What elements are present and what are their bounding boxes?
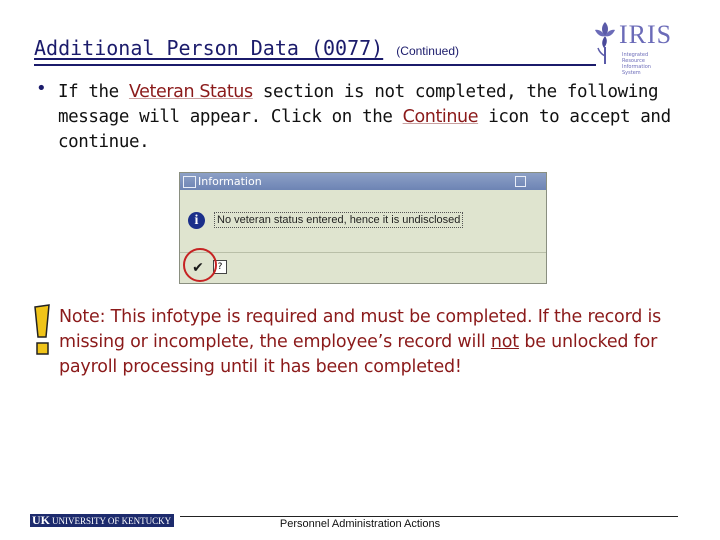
uk-mark: UK [32,514,50,527]
note-emphasis: not [490,332,519,352]
footer-caption: Personnel Administration Actions [279,518,441,530]
paragraph-text: icon to accept and continue. [58,107,671,152]
continue-checkmark-icon[interactable]: ✔ [192,260,204,276]
footer-rule [180,516,678,517]
information-dialog-screenshot [179,172,547,284]
continue-highlight: Continue [402,107,479,127]
close-icon[interactable] [515,176,526,187]
info-icon: i [188,212,205,229]
continue-callout-ring [183,248,217,282]
iris-flower-icon [592,20,618,66]
title-underline-rule [34,64,596,66]
slide-title: Additional Person Data (0077) [34,36,384,60]
university-name: UNIVERSITY OF KENTUCKY [52,516,172,526]
help-icon[interactable]: ? [213,260,227,274]
slide-subtitle: (Continued) [396,44,459,58]
dialog-button-bar [180,252,546,283]
paragraph-text: section is not completed, the following message will appear. Click on the [58,82,659,127]
dialog-titlebar [180,173,546,190]
bullet-icon: • [36,78,47,99]
dialog-title: Information [198,175,262,188]
note-icon [33,303,51,359]
required-note [59,305,699,380]
instruction-paragraph [58,80,708,155]
iris-wordmark: IRIS [619,20,673,49]
dialog-message: No veteran status entered, hence it is undisclosed [214,212,463,228]
iris-tagline: Integrated Resource Information System [622,52,651,76]
dialog-body [180,190,546,283]
window-icon [183,176,196,188]
slide-title-block [34,36,459,60]
iris-logo [592,20,673,76]
note-text: Note: This infotype is required and must be completed. If the record is missing or incomplete, the employee’s record will [59,307,662,352]
veteran-status-highlight: Veteran Status [128,82,253,102]
note-text: be unlocked for payroll processing until it has been completed! [59,332,658,377]
paragraph-text: If the [58,82,129,102]
